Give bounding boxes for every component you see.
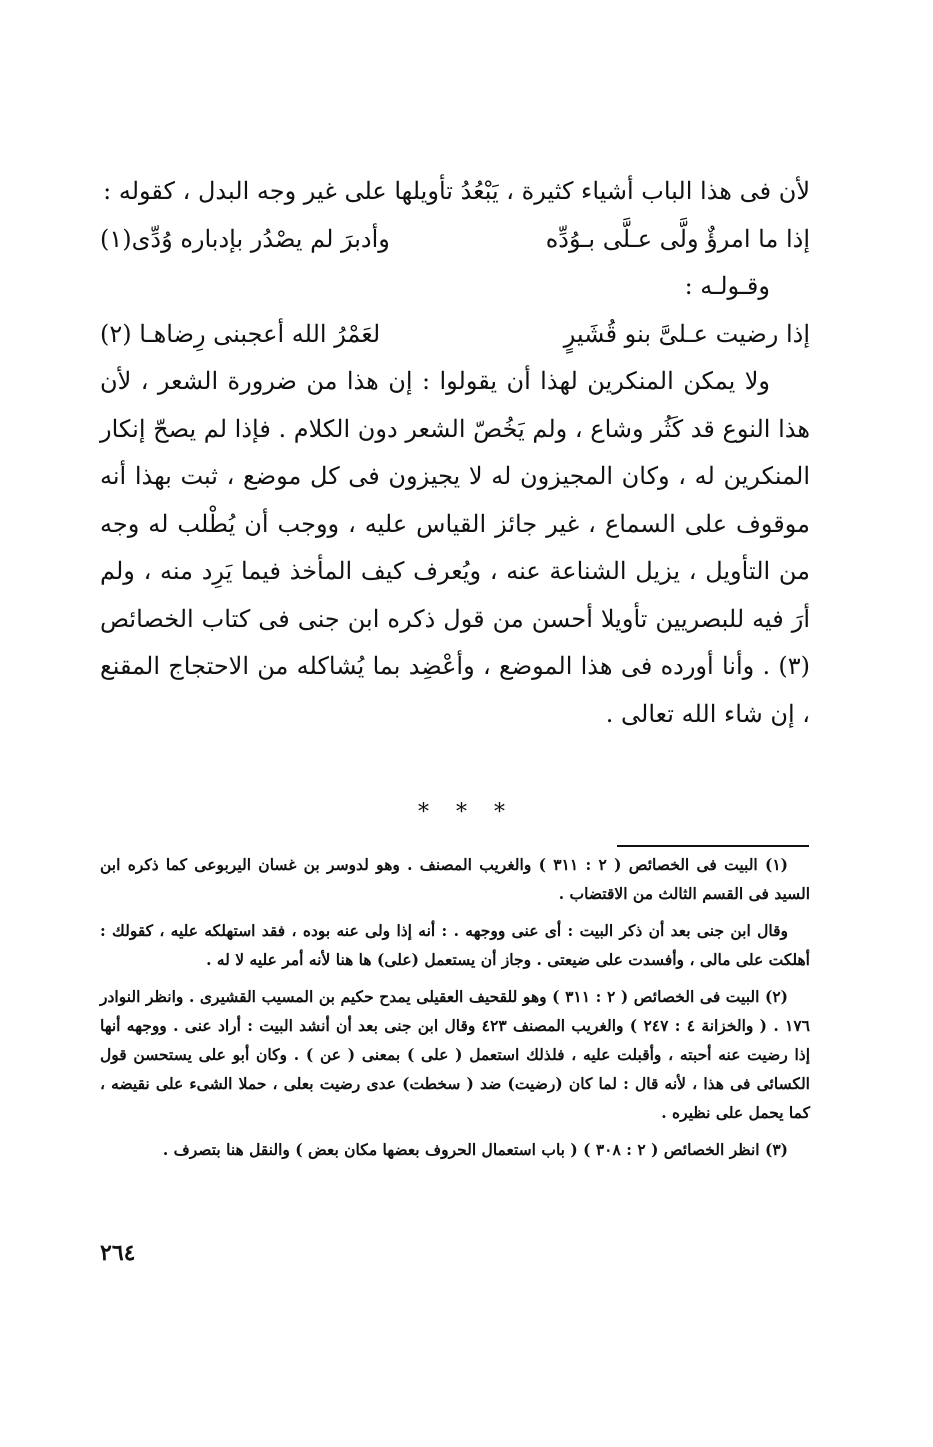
footnote-1-continued: وقال ابن جنى بعد أن ذكر البيت : أى عنى ووجهه . : أنه إذا ولى عنه بوده ، فقد استهلكه عليه ، كقولك : أهلكت على مالى ، وأفسدت على ضيعتى . وجاز أن يستعمل (على) ها هنا لأنه أمر عليه لا له . — [100, 921, 810, 969]
verse-1 — [100, 216, 810, 264]
paragraph-argument: ولا يمكن المنكرين لهذا أن يقولوا : إن هذا من ضرورة الشعر ، لأن هذا النوع قد كَثُر وشاع ، ولم يَخُصّ الشعر دون الكلام . فإذا لم يصحّ إنكار المنكرين له ، وكان المجيزون له لا يجيزون فى كل موضع ، ثبت بهذا أنه موقوف على السماع ، غير جائز القياس عليه ، ووجب أن يُطْلب له وجه من التأويل ، يزيل الشناعة عنه ، ويُعرف كيف المأخذ فيما يَرِد منه ، ولم أرَ فيه للبصريين تأويلا أحسن من قول ذكره ابن جنى فى كتاب الخصائص (٣) . وأنا أورده فى هذا الموضع ، وأعْضِد بما يُشاكله من الاحتجاج المقنع ، إن شاء الله تعالى . — [100, 367, 811, 728]
footnote-rule — [617, 845, 809, 847]
footnote-2: (٢) البيت فى الخصائص ( ٢ : ٣١١ ) وهو للقحيف العقيلى يمدح حكيم بن المسيب القشيرى . وانظر النوادر ١٧٦ . ( والخزانة ٤ : ٢٤٧ ) والغريب المصنف ٤٢٣ وقال ابن جنى بعد أن أنشد البيت : أراد عنى . ووجهه أنها إذا رضيت عنه أحبته ، وأقبلت عليه ، فلذلك استعمل ( على ) بمعنى ( عن ) . وكان أبو على يستحسن قول الكسائى فى هذا ، لأنه قال : لما كان (رضيت) ضد ( سخطت) عدى رضيت بعلى ، حملا الشىء على نقيضه ، كما يحمل على نظيره . — [100, 987, 811, 1122]
verse-1-first-hemistich: إذا ما امرؤٌ ولَّى عـلَّى بـوُدِّه — [545, 224, 810, 253]
page-number: ٢٦٤ — [100, 1240, 136, 1266]
footnotes — [100, 850, 810, 1172]
verse-2-first-hemistich: إذا رضيت عـلىَّ بنو قُشَيرٍ — [563, 319, 810, 348]
footnote-1: (١) البيت فى الخصائص ( ٢ : ٣١١ ) والغريب المصنف . وهو لدوسر بن غسان اليربوعى كما ذكره ابن السيد فى القسم الثالث من الاقتضاب . — [100, 855, 810, 903]
verse-2-second-hemistich: لعَمْرُ الله أعجبنى رِضاهـا (٢) — [100, 319, 381, 348]
paragraph-qawluhu: وقـولـه : — [684, 272, 770, 300]
section-separator: * * * — [418, 800, 515, 825]
footnote-3: (٣) انظر الخصائص ( ٢ : ٣٠٨ ) ( باب استعمال الحروف بعضها مكان بعض ) والنقل هنا بتصرف . — [162, 1140, 788, 1159]
verse-2 — [100, 311, 810, 359]
main-text — [100, 168, 810, 738]
verse-1-second-hemistich: وأدبرَ لم يصْدُر بإدباره وُدِّى(١) — [100, 224, 390, 253]
paragraph-intro: لأن فى هذا الباب أشياء كثيرة ، يَبْعُدُ تأويلها على غير وجه البدل ، كقوله : — [103, 177, 810, 205]
